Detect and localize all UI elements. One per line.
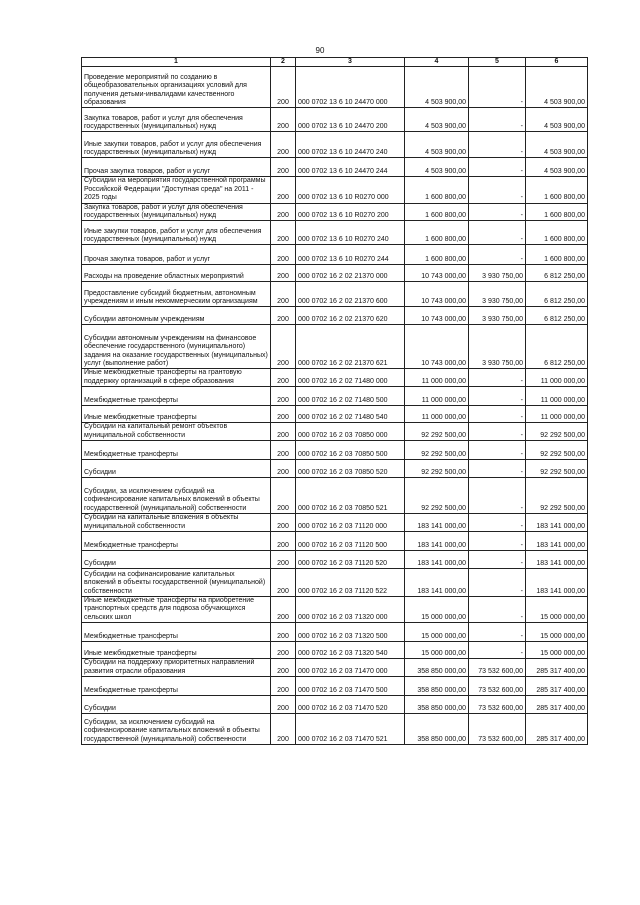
row-total-amount: 4 503 900,00: [405, 67, 469, 108]
row-description: Предоставление субсидий бюджетным, автономным учреждениям и иным некоммерческим организациям: [82, 282, 271, 307]
row-budget-code: 000 0702 16 2 02 71480 540: [296, 406, 405, 423]
row-description: Иные закупки товаров, работ и услуг для обеспечения государственных (муниципальных) нужд: [82, 221, 271, 245]
column-header: 5: [469, 58, 526, 67]
row-amount-col6: 1 600 800,00: [526, 221, 588, 245]
row-amount-col5: 73 532 600,00: [469, 677, 526, 696]
row-description: Прочая закупка товаров, работ и услуг: [82, 245, 271, 265]
row-amount-col5: -: [469, 441, 526, 460]
table-row: [82, 158, 588, 177]
row-description: Иные межбюджетные трансферты на приобретение транспортных средств для подвоза обучающихся сельских школ: [82, 597, 271, 623]
row-admin-code: 200: [271, 158, 296, 177]
row-amount-col6: 6 812 250,00: [526, 307, 588, 325]
row-total-amount: 1 600 800,00: [405, 245, 469, 265]
row-budget-code: 000 0702 16 2 03 71470 000: [296, 659, 405, 677]
row-admin-code: 200: [271, 369, 296, 387]
row-amount-col5: 73 532 600,00: [469, 659, 526, 677]
row-admin-code: 200: [271, 67, 296, 108]
row-description: Субсидии на мероприятия государственной программы Российской Федерации "Доступная среда" на 2011 - 2025 годы: [82, 177, 271, 203]
row-amount-col6: 183 141 000,00: [526, 532, 588, 551]
row-amount-col6: 11 000 000,00: [526, 406, 588, 423]
row-total-amount: 10 743 000,00: [405, 282, 469, 307]
row-amount-col6: 285 317 400,00: [526, 677, 588, 696]
row-budget-code: 000 0702 16 2 03 71320 000: [296, 597, 405, 623]
row-budget-code: 000 0702 16 2 03 71120 000: [296, 514, 405, 532]
column-header: 1: [82, 58, 271, 67]
row-budget-code: 000 0702 16 2 02 21370 620: [296, 307, 405, 325]
table-row: [82, 532, 588, 551]
row-admin-code: 200: [271, 514, 296, 532]
row-amount-col6: 92 292 500,00: [526, 423, 588, 441]
row-amount-col5: -: [469, 423, 526, 441]
row-budget-code: 000 0702 16 2 03 70850 000: [296, 423, 405, 441]
table-row: [82, 569, 588, 597]
row-amount-col6: 92 292 500,00: [526, 441, 588, 460]
row-budget-code: 000 0702 16 2 02 71480 000: [296, 369, 405, 387]
row-description: Иные межбюджетные трансферты на грантовую поддержку организаций в сфере образования: [82, 369, 271, 387]
row-admin-code: 200: [271, 221, 296, 245]
table-row: [82, 307, 588, 325]
row-total-amount: 10 743 000,00: [405, 307, 469, 325]
row-amount-col5: 3 930 750,00: [469, 307, 526, 325]
row-amount-col5: -: [469, 177, 526, 203]
row-admin-code: 200: [271, 569, 296, 597]
row-admin-code: 200: [271, 677, 296, 696]
row-amount-col5: -: [469, 623, 526, 642]
row-description: Субсидии: [82, 460, 271, 478]
row-amount-col6: 285 317 400,00: [526, 659, 588, 677]
row-amount-col6: 11 000 000,00: [526, 387, 588, 406]
row-description: Субсидии на капитальные вложения в объекты муниципальной собственности: [82, 514, 271, 532]
table-row: [82, 108, 588, 132]
table-row: [82, 642, 588, 659]
row-description: Субсидии на софинансирование капитальных вложений в объекты государственной (муниципальной) собственности: [82, 569, 271, 597]
row-budget-code: 000 0702 13 6 10 24470 244: [296, 158, 405, 177]
row-amount-col5: 73 532 600,00: [469, 714, 526, 745]
table-row: [82, 282, 588, 307]
row-amount-col5: -: [469, 387, 526, 406]
row-admin-code: 200: [271, 460, 296, 478]
row-admin-code: 200: [271, 642, 296, 659]
row-amount-col5: -: [469, 369, 526, 387]
row-amount-col6: 4 503 900,00: [526, 67, 588, 108]
row-total-amount: 4 503 900,00: [405, 108, 469, 132]
row-admin-code: 200: [271, 532, 296, 551]
row-amount-col5: 73 532 600,00: [469, 696, 526, 714]
row-total-amount: 11 000 000,00: [405, 387, 469, 406]
row-total-amount: 15 000 000,00: [405, 642, 469, 659]
table-row: [82, 221, 588, 245]
row-admin-code: 200: [271, 478, 296, 514]
table-row: [82, 551, 588, 569]
row-budget-code: 000 0702 13 6 10 24470 200: [296, 108, 405, 132]
budget-table: [81, 57, 588, 745]
row-description: Субсидии автономным учреждениям на финансовое обеспечение государственного (муниципального) задания на оказание государственных (муниципальных) услуг (выполнение работ): [82, 325, 271, 369]
row-description: Межбюджетные трансферты: [82, 441, 271, 460]
row-amount-col6: 4 503 900,00: [526, 108, 588, 132]
row-total-amount: 92 292 500,00: [405, 423, 469, 441]
row-description: Субсидии на капитальный ремонт объектов муниципальной собственности: [82, 423, 271, 441]
row-admin-code: 200: [271, 245, 296, 265]
row-description: Субсидии: [82, 551, 271, 569]
row-amount-col5: -: [469, 597, 526, 623]
column-header: 2: [271, 58, 296, 67]
row-amount-col6: 6 812 250,00: [526, 265, 588, 282]
row-description: Межбюджетные трансферты: [82, 532, 271, 551]
table-header-row: [82, 58, 588, 67]
table-row: [82, 203, 588, 221]
row-admin-code: 200: [271, 696, 296, 714]
row-admin-code: 200: [271, 108, 296, 132]
row-admin-code: 200: [271, 132, 296, 158]
row-description: Иные межбюджетные трансферты: [82, 406, 271, 423]
table-row: [82, 369, 588, 387]
row-amount-col6: 15 000 000,00: [526, 597, 588, 623]
table-row: [82, 325, 588, 369]
row-total-amount: 10 743 000,00: [405, 325, 469, 369]
row-total-amount: 4 503 900,00: [405, 158, 469, 177]
row-amount-col5: 3 930 750,00: [469, 265, 526, 282]
row-amount-col5: -: [469, 532, 526, 551]
row-amount-col6: 285 317 400,00: [526, 696, 588, 714]
row-amount-col5: -: [469, 245, 526, 265]
row-description: Закупка товаров, работ и услуг для обеспечения государственных (муниципальных) нужд: [82, 108, 271, 132]
row-admin-code: 200: [271, 387, 296, 406]
row-budget-code: 000 0702 16 2 02 21370 000: [296, 265, 405, 282]
row-amount-col5: -: [469, 514, 526, 532]
row-description: Прочая закупка товаров, работ и услуг: [82, 158, 271, 177]
row-admin-code: 200: [271, 307, 296, 325]
row-description: Межбюджетные трансферты: [82, 677, 271, 696]
row-amount-col6: 6 812 250,00: [526, 282, 588, 307]
row-total-amount: 4 503 900,00: [405, 132, 469, 158]
row-amount-col6: 1 600 800,00: [526, 245, 588, 265]
row-amount-col6: 285 317 400,00: [526, 714, 588, 745]
row-amount-col5: -: [469, 132, 526, 158]
row-total-amount: 92 292 500,00: [405, 441, 469, 460]
row-amount-col5: -: [469, 569, 526, 597]
row-total-amount: 92 292 500,00: [405, 460, 469, 478]
row-total-amount: 358 850 000,00: [405, 714, 469, 745]
row-budget-code: 000 0702 16 2 02 71480 500: [296, 387, 405, 406]
table-row: [82, 406, 588, 423]
table-row: [82, 514, 588, 532]
row-amount-col5: 3 930 750,00: [469, 282, 526, 307]
row-total-amount: 15 000 000,00: [405, 623, 469, 642]
row-total-amount: 183 141 000,00: [405, 532, 469, 551]
row-amount-col6: 15 000 000,00: [526, 642, 588, 659]
table-row: [82, 245, 588, 265]
row-total-amount: 15 000 000,00: [405, 597, 469, 623]
row-total-amount: 11 000 000,00: [405, 406, 469, 423]
row-budget-code: 000 0702 13 6 10 R0270 000: [296, 177, 405, 203]
table-row: [82, 478, 588, 514]
row-description: Межбюджетные трансферты: [82, 623, 271, 642]
row-budget-code: 000 0702 16 2 03 71320 540: [296, 642, 405, 659]
row-budget-code: 000 0702 16 2 02 21370 621: [296, 325, 405, 369]
row-admin-code: 200: [271, 282, 296, 307]
row-budget-code: 000 0702 16 2 03 70850 500: [296, 441, 405, 460]
row-description: Расходы на проведение областных мероприятий: [82, 265, 271, 282]
row-budget-code: 000 0702 16 2 03 71470 520: [296, 696, 405, 714]
row-admin-code: 200: [271, 551, 296, 569]
row-budget-code: 000 0702 13 6 10 24470 000: [296, 67, 405, 108]
row-amount-col6: 183 141 000,00: [526, 569, 588, 597]
row-description: Иные закупки товаров, работ и услуг для обеспечения государственных (муниципальных) нужд: [82, 132, 271, 158]
row-total-amount: 92 292 500,00: [405, 478, 469, 514]
row-amount-col5: -: [469, 203, 526, 221]
row-budget-code: 000 0702 13 6 10 R0270 200: [296, 203, 405, 221]
table-row: [82, 441, 588, 460]
row-budget-code: 000 0702 13 6 10 24470 240: [296, 132, 405, 158]
row-budget-code: 000 0702 16 2 03 70850 520: [296, 460, 405, 478]
row-admin-code: 200: [271, 325, 296, 369]
row-description: Субсидии, за исключением субсидий на софинансирование капитальных вложений в объекты государственной (муниципальной) собственности: [82, 714, 271, 745]
row-budget-code: 000 0702 16 2 03 71320 500: [296, 623, 405, 642]
row-amount-col6: 183 141 000,00: [526, 551, 588, 569]
row-total-amount: 358 850 000,00: [405, 696, 469, 714]
row-amount-col5: -: [469, 158, 526, 177]
row-budget-code: 000 0702 16 2 03 71120 520: [296, 551, 405, 569]
row-amount-col6: 4 503 900,00: [526, 158, 588, 177]
row-description: Проведение мероприятий по созданию в общеобразовательных организациях условий для получения детьми-инвалидами качественного образования: [82, 67, 271, 108]
row-description: Субсидии автономным учреждениям: [82, 307, 271, 325]
row-total-amount: 11 000 000,00: [405, 369, 469, 387]
row-total-amount: 1 600 800,00: [405, 203, 469, 221]
table-row: [82, 460, 588, 478]
row-amount-col5: -: [469, 406, 526, 423]
row-admin-code: 200: [271, 265, 296, 282]
row-admin-code: 200: [271, 659, 296, 677]
row-budget-code: 000 0702 16 2 02 21370 600: [296, 282, 405, 307]
row-amount-col5: -: [469, 478, 526, 514]
row-budget-code: 000 0702 16 2 03 71120 500: [296, 532, 405, 551]
row-amount-col6: 4 503 900,00: [526, 132, 588, 158]
row-total-amount: 183 141 000,00: [405, 551, 469, 569]
row-budget-code: 000 0702 16 2 03 71470 500: [296, 677, 405, 696]
column-header: 6: [526, 58, 588, 67]
row-amount-col5: -: [469, 221, 526, 245]
table-row: [82, 67, 588, 108]
row-amount-col6: 92 292 500,00: [526, 478, 588, 514]
row-admin-code: 200: [271, 597, 296, 623]
row-admin-code: 200: [271, 714, 296, 745]
row-amount-col6: 6 812 250,00: [526, 325, 588, 369]
row-admin-code: 200: [271, 177, 296, 203]
table-row: [82, 696, 588, 714]
table-row: [82, 659, 588, 677]
table-row: [82, 714, 588, 745]
row-description: Иные межбюджетные трансферты: [82, 642, 271, 659]
row-amount-col6: 11 000 000,00: [526, 369, 588, 387]
row-description: Субсидии на поддержку приоритетных направлений развития отрасли образования: [82, 659, 271, 677]
row-amount-col6: 1 600 800,00: [526, 177, 588, 203]
row-amount-col5: -: [469, 642, 526, 659]
row-amount-col6: 92 292 500,00: [526, 460, 588, 478]
row-admin-code: 200: [271, 406, 296, 423]
row-description: Межбюджетные трансферты: [82, 387, 271, 406]
column-header: 3: [296, 58, 405, 67]
table-row: [82, 423, 588, 441]
table-row: [82, 132, 588, 158]
row-amount-col6: 1 600 800,00: [526, 203, 588, 221]
row-admin-code: 200: [271, 203, 296, 221]
column-header: 4: [405, 58, 469, 67]
row-description: Субсидии, за исключением субсидий на софинансирование капитальных вложений в объекты государственной (муниципальной) собственности: [82, 478, 271, 514]
row-amount-col5: -: [469, 67, 526, 108]
row-admin-code: 200: [271, 623, 296, 642]
row-budget-code: 000 0702 13 6 10 R0270 244: [296, 245, 405, 265]
row-total-amount: 1 600 800,00: [405, 177, 469, 203]
row-amount-col5: 3 930 750,00: [469, 325, 526, 369]
row-admin-code: 200: [271, 441, 296, 460]
row-total-amount: 358 850 000,00: [405, 659, 469, 677]
row-description: Субсидии: [82, 696, 271, 714]
row-amount-col6: 15 000 000,00: [526, 623, 588, 642]
row-budget-code: 000 0702 13 6 10 R0270 240: [296, 221, 405, 245]
row-total-amount: 183 141 000,00: [405, 514, 469, 532]
row-amount-col5: -: [469, 108, 526, 132]
row-total-amount: 1 600 800,00: [405, 221, 469, 245]
table-row: [82, 597, 588, 623]
table-row: [82, 677, 588, 696]
row-description: Закупка товаров, работ и услуг для обеспечения государственных (муниципальных) нужд: [82, 203, 271, 221]
row-budget-code: 000 0702 16 2 03 71470 521: [296, 714, 405, 745]
row-budget-code: 000 0702 16 2 03 71120 522: [296, 569, 405, 597]
page-number: 90: [315, 46, 325, 55]
row-total-amount: 10 743 000,00: [405, 265, 469, 282]
row-total-amount: 358 850 000,00: [405, 677, 469, 696]
row-admin-code: 200: [271, 423, 296, 441]
row-amount-col5: -: [469, 551, 526, 569]
row-total-amount: 183 141 000,00: [405, 569, 469, 597]
row-amount-col6: 183 141 000,00: [526, 514, 588, 532]
table-row: [82, 177, 588, 203]
table-row: [82, 387, 588, 406]
row-budget-code: 000 0702 16 2 03 70850 521: [296, 478, 405, 514]
table-row: [82, 265, 588, 282]
table-row: [82, 623, 588, 642]
row-amount-col5: -: [469, 460, 526, 478]
